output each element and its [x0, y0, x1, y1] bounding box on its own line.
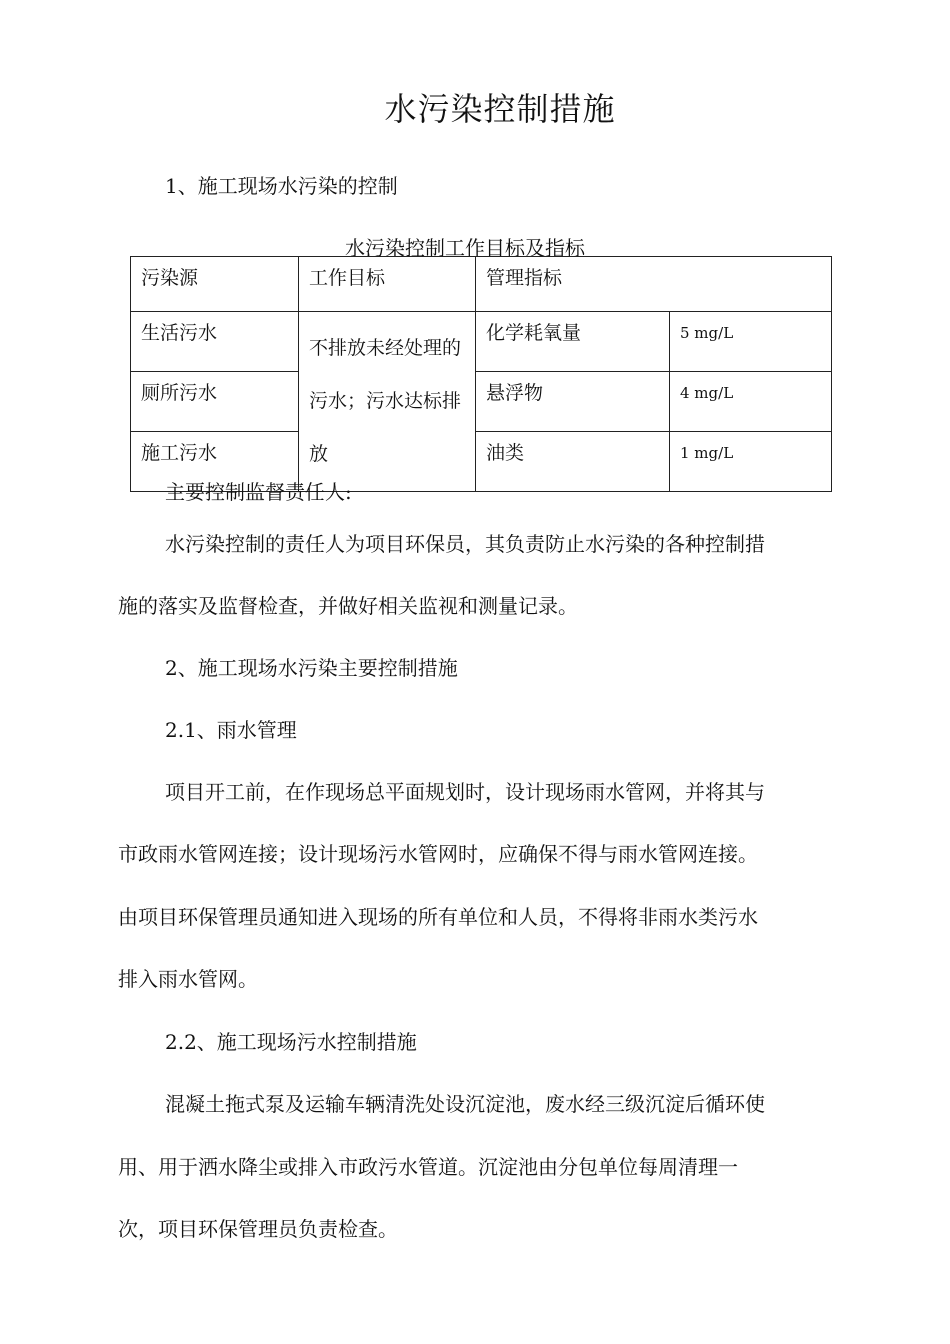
- section-2-1-heading: 2.1、雨水管理: [165, 718, 297, 742]
- goal-line: 不排放未经处理的: [309, 337, 462, 359]
- paragraph-line: 次，项目环保管理员负责检查。: [118, 1217, 398, 1241]
- source-cell: 厕所污水: [131, 372, 299, 432]
- indicator-value-cell: 5 mg/L: [670, 312, 832, 372]
- paragraph-line: 混凝土拖式泵及运输车辆清洗处设沉淀池，废水经三级沉淀后循环使: [165, 1092, 765, 1116]
- section-2-2-heading: 2.2、施工现场污水控制措施: [165, 1030, 417, 1054]
- paragraph-line: 用、用于洒水降尘或排入市政污水管道。沉淀池由分包单位每周清理一: [118, 1155, 738, 1179]
- paragraph-line: 市政雨水管网连接；设计现场污水管网时，应确保不得与雨水管网连接。: [118, 842, 758, 866]
- paragraph-line: 由项目环保管理员通知进入现场的所有单位和人员，不得将非雨水类污水: [118, 905, 758, 929]
- indicator-name-cell: 化学耗氧量: [476, 312, 670, 372]
- table-caption: 水污染控制工作目标及指标: [345, 236, 585, 260]
- section-2-heading: 2、施工现场水污染主要控制措施: [165, 656, 458, 680]
- goal-line: 放: [309, 443, 329, 465]
- work-goal-cell: [299, 312, 476, 492]
- section-1-heading: 1、施工现场水污染的控制: [165, 174, 398, 198]
- supervisor-heading: 主要控制监督责任人:: [165, 480, 352, 504]
- paragraph-line: 项目开工前，在作现场总平面规划时，设计现场雨水管网，并将其与: [165, 780, 765, 804]
- document-title: 水污染控制措施: [384, 90, 616, 128]
- table-row: [131, 372, 832, 432]
- pollution-indicator-table: [130, 256, 832, 492]
- source-cell: 施工污水: [131, 432, 299, 492]
- table-header-row: [131, 257, 832, 312]
- source-cell: 生活污水: [131, 312, 299, 372]
- paragraph-line: 排入雨水管网。: [118, 967, 258, 991]
- table-row: [131, 312, 832, 372]
- header-management-indicator: 管理指标: [476, 257, 832, 312]
- indicator-name-cell: 油类: [476, 432, 670, 492]
- header-work-goal: 工作目标: [299, 257, 476, 312]
- indicator-value-cell: 4 mg/L: [670, 372, 832, 432]
- paragraph-line: 水污染控制的责任人为项目环保员，其负责防止水污染的各种控制措: [165, 532, 765, 556]
- indicator-value-cell: 1 mg/L: [670, 432, 832, 492]
- paragraph-line: 施的落实及监督检查，并做好相关监视和测量记录。: [118, 594, 578, 618]
- header-pollution-source: 污染源: [131, 257, 299, 312]
- goal-line: 污水；污水达标排: [309, 390, 462, 412]
- indicator-name-cell: 悬浮物: [476, 372, 670, 432]
